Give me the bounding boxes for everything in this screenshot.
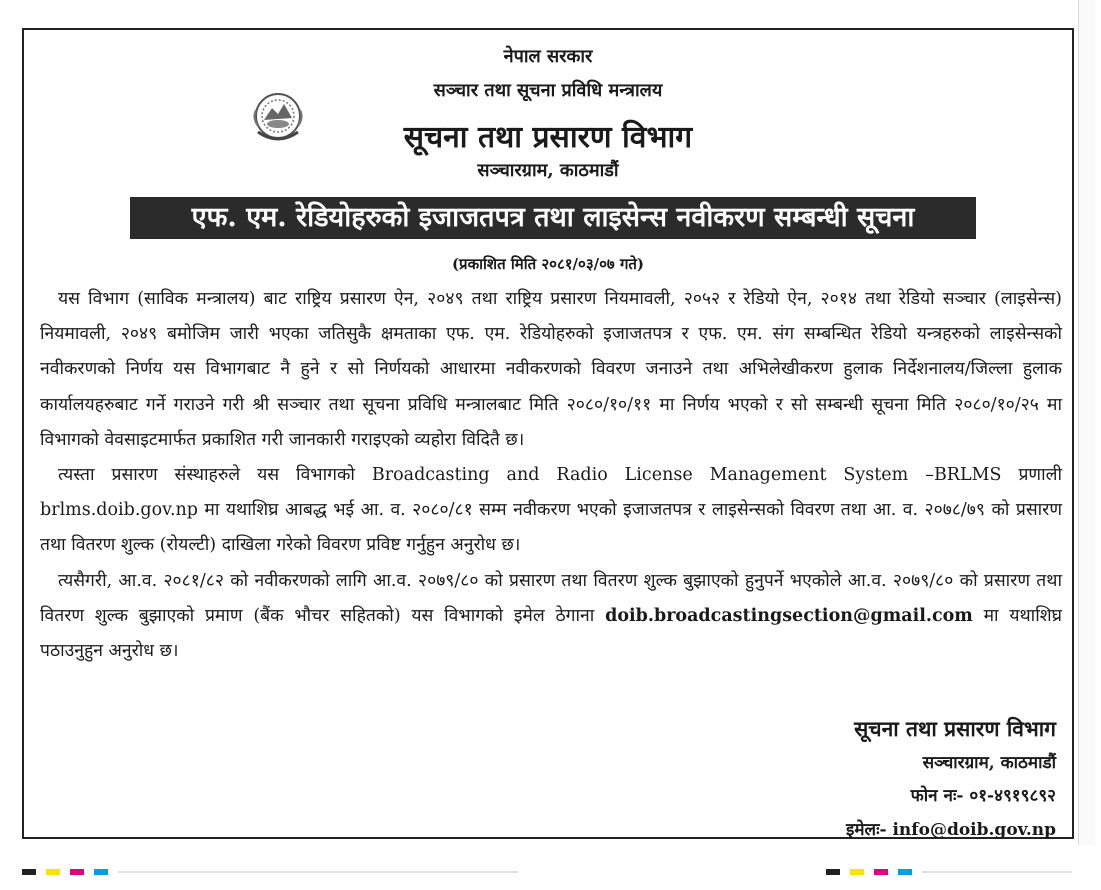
signature-phone: फोन नः- ०१-४९१९८९२ xyxy=(910,786,1056,806)
paragraph-3 xyxy=(40,564,1062,670)
registration-bar-left xyxy=(22,869,522,875)
registration-bar-right xyxy=(826,869,1081,875)
paragraph-3-text: त्यसैगरी, आ.व. २०८१/८२ को नवीकरणको लागि आ.व. २०७९/८० को प्रसारण तथा वितरण शुल्क बुझाएको हुनुपर्ने भएकोले आ.व. २०७९/८० को प्रसारण तथा वितरण शुल्क बुझाएको प्रमाण (बैंक भौचर सहितको) यस विभागको इमेल ठेगाना xyxy=(40,570,1062,626)
registration-black xyxy=(826,869,840,875)
paragraph-3-end: मा यथाशिघ्र पठाउनुहुन अनुरोध छ। xyxy=(40,605,1062,662)
ministry-name: सञ्चार तथा सूचना प्रविधि मन्त्रालय xyxy=(433,80,663,101)
registration-cyan xyxy=(94,869,108,875)
registration-magenta xyxy=(70,869,84,875)
government-name: नेपाल सरकार xyxy=(503,46,593,67)
registration-black xyxy=(22,869,36,875)
department-name: सूचना तथा प्रसारण विभाग xyxy=(403,120,693,155)
signature-address: सञ्चारग्राम, काठमाडौं xyxy=(922,753,1056,773)
notice-frame xyxy=(22,28,1074,839)
paragraph-2: त्यस्ता प्रसारण संस्थाहरुले यस विभागको Broadcasting and Radio License Management System –BRLMS प्रणाली brlms.doib.gov.np मा यथाशिघ्र आबद्ध भई आ. व. २०८०/८१ सम्म नवीकरण भएको इजाजतपत्र र लाइसेन्सको विवरण तथा आ. व. २०७८/७९ को प्रसारण तथा वितरण शुल्क (रोयल्टी) दाखिला गरेको विवरण प्रविष्ट गर्नुहुन अनुरोध छ। xyxy=(40,465,1062,556)
signature-email: इमेलः- info@doib.gov.np xyxy=(846,820,1056,840)
department-address: सञ्चारग्राम, काठमाडौं xyxy=(477,160,619,181)
paragraph-1: यस विभाग (साविक मन्त्रालय) बाट राष्ट्रिय प्रसारण ऐन, २०४९ तथा राष्ट्रिय प्रसारण नियमावली, २०५२ र रेडियो ऐन, २०१४ तथा रेडियो सञ्चार (लाइसेन्स) नियमावली, २०४९ बमोजिम जारी भएका जतिसुकै क्षमताका एफ. एम. रेडियोहरुको इजाजतपत्र र एफ. एम. संग सम्बन्धित रेडियो यन्त्रहरुको लाइसेन्सको नवीकरणको निर्णय यस विभागबाट नै हुने र सो निर्णयको आधारमा नवीकरणको विवरण जनाउने तथा अभिलेखीकरण हुलाक निर्देशनालय/जिल्ला हुलाक कार्यालयहरुबाट गर्ने गराउने गरी श्री सञ्चार तथा सूचना प्रविधि मन्त्रालबाट मिति २०८०/१०/११ मा निर्णय भएको र सो सम्बन्धी सूचना मिति २०८०/१०/२५ मा विभागको वेवसाइटमार्फत प्रकाशित गरी जानकारी गराइएको व्यहोरा विदितै छ। xyxy=(40,289,1062,450)
signature-office: सूचना तथा प्रसारण विभाग xyxy=(854,716,1056,741)
signature-block xyxy=(846,711,1056,847)
registration-yellow xyxy=(850,869,864,875)
registration-line xyxy=(118,871,518,873)
notice-body xyxy=(40,282,1062,669)
registration-yellow xyxy=(46,869,60,875)
page-edge xyxy=(1078,0,1095,845)
broadcasting-section-email: doib.broadcastingsection@gmail.com xyxy=(605,605,973,626)
notice-title: एफ. एम. रेडियोहरुको इजाजतपत्र तथा लाइसेन्स नवीकरण सम्बन्धी सूचना xyxy=(130,197,976,239)
registration-magenta xyxy=(874,869,888,875)
registration-cyan xyxy=(898,869,912,875)
registration-line xyxy=(922,871,1072,873)
publication-date: (प्रकाशित मिति २०८१/०३/०७ गते) xyxy=(451,255,645,273)
